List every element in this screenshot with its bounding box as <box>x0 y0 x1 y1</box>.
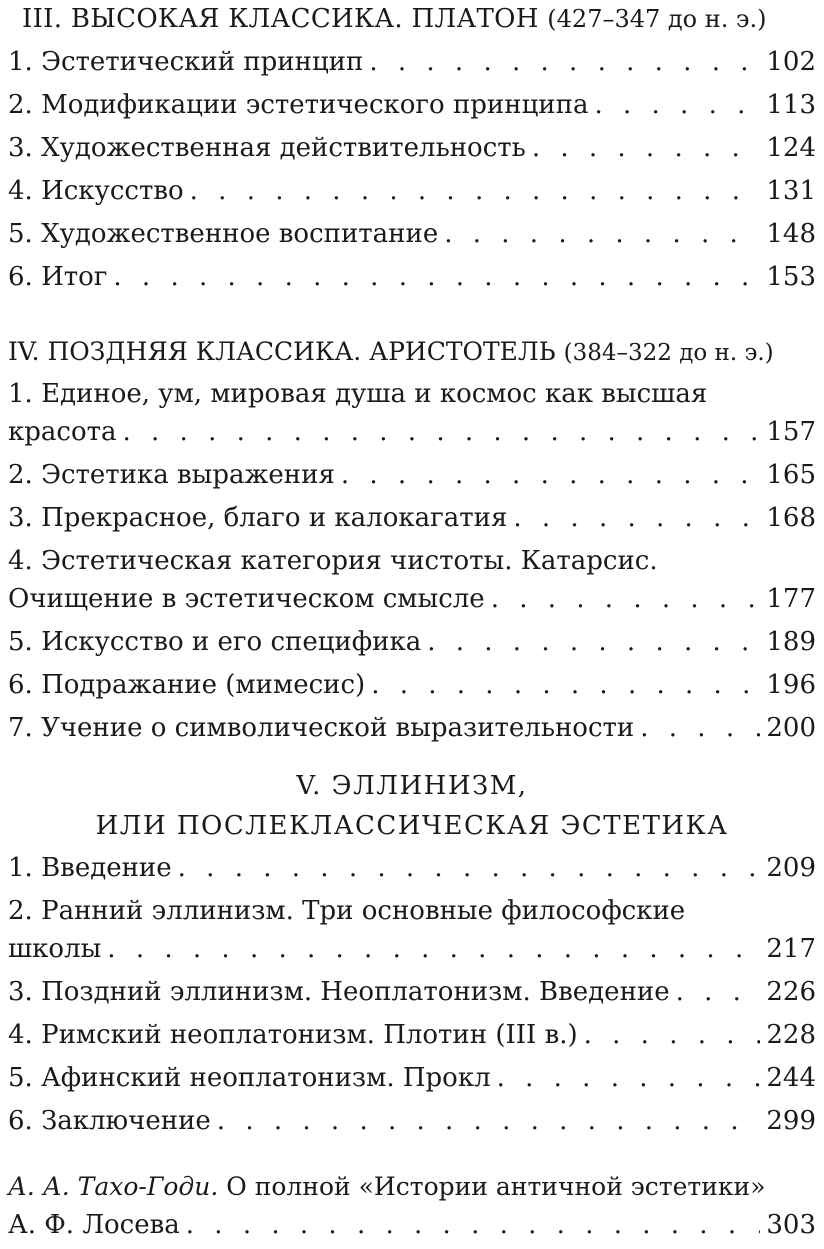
dot-leader <box>594 86 760 124</box>
entry-title: 1. Введение <box>8 853 172 883</box>
page-number: 102 <box>766 47 816 77</box>
section-heading <box>8 0 816 38</box>
section-title: IV. ПОЗДНЯЯ КЛАССИКА. АРИСТОТЕЛЬ <box>8 337 556 366</box>
page-number: 165 <box>766 460 816 490</box>
page-number: 226 <box>766 977 816 1007</box>
page-number: 228 <box>766 1020 816 1050</box>
entry-title: 3. Поздний эллинизм. Неоплатонизм. Введение <box>8 977 670 1007</box>
dot-leader <box>107 930 760 968</box>
entry-title: 5. Искусство и его специфика <box>8 627 422 657</box>
entry-title: 2. Эстетика выражения <box>8 460 335 490</box>
entry-title: А. Ф. Лосева <box>8 1210 180 1240</box>
page-number: 196 <box>766 670 816 700</box>
dot-leader <box>640 709 760 747</box>
page-number: 131 <box>766 176 816 206</box>
page-number: 177 <box>766 584 816 614</box>
section-heading-line-2: ИЛИ ПОСЛЕКЛАССИЧЕСКАЯ ЭСТЕТИКА <box>95 811 729 841</box>
page-number: 148 <box>766 219 816 249</box>
page-number: 189 <box>766 627 816 657</box>
dot-leader <box>371 666 760 704</box>
entry-title: 4. Римский неоплатонизм. Плотин (III в.) <box>8 1020 578 1050</box>
section-3 <box>8 0 816 301</box>
entry-title-first-line <box>8 1168 816 1206</box>
section-title: III. ВЫСОКАЯ КЛАССИКА. ПЛАТОН <box>22 4 539 34</box>
section-4 <box>8 333 816 752</box>
section-heading <box>8 333 816 372</box>
toc-entry[interactable] <box>8 456 816 494</box>
entry-title: 6. Подражание (мимесис) <box>8 670 366 700</box>
dot-leader <box>513 499 760 537</box>
entry-title: красота <box>8 417 117 447</box>
page-number: 244 <box>766 1063 816 1093</box>
entry-title: Очищение в эстетическом смысле <box>8 584 485 614</box>
entry-title: 5. Афинский неоплатонизм. Прокл <box>8 1063 491 1093</box>
page-number: 113 <box>766 90 816 120</box>
entry-title: 5. Художественное воспитание <box>8 219 439 249</box>
dot-leader <box>444 215 760 253</box>
entry-title: 3. Прекрасное, благо и калокагатия <box>8 503 508 533</box>
entry-title: 4. Искусство <box>8 176 184 206</box>
author-name: А. А. Тахо-Годи. <box>8 1172 219 1201</box>
dot-leader <box>491 580 761 618</box>
entry-title: 6. Итог <box>8 262 108 292</box>
afterword <box>8 1168 816 1249</box>
dot-leader <box>123 413 761 451</box>
dot-leader <box>186 1206 761 1244</box>
toc-entry[interactable] <box>8 375 816 451</box>
afterword-title: О полной «Истории античной эстетики» <box>218 1172 766 1201</box>
toc-entry[interactable] <box>8 172 816 210</box>
entry-title-first-line: 4. Эстетическая категория чистоты. Катарсис. <box>8 546 658 576</box>
toc-entry[interactable] <box>8 86 816 124</box>
entry-title-first-line: 1. Единое, ум, мировая душа и космос как высшая <box>8 379 708 409</box>
toc-entry[interactable] <box>8 1016 816 1054</box>
dot-leader <box>427 623 760 661</box>
entry-title-first-line: 2. Ранний эллинизм. Три основные философские <box>8 896 686 926</box>
page-number: 153 <box>766 262 816 292</box>
toc-entry[interactable] <box>8 709 816 747</box>
page-number: 168 <box>766 503 816 533</box>
dot-leader <box>217 1102 761 1140</box>
page-number: 157 <box>766 417 816 447</box>
dot-leader <box>369 43 760 81</box>
entry-title: 6. Заключение <box>8 1106 211 1136</box>
toc-entry[interactable] <box>8 215 816 253</box>
toc-entry[interactable] <box>8 1102 816 1140</box>
section-dates: (427–347 до н. э.) <box>547 5 767 33</box>
dot-leader <box>190 172 761 210</box>
entry-title: 7. Учение о символической выразительности <box>8 713 635 743</box>
toc-entry[interactable] <box>8 542 816 618</box>
toc-entry[interactable] <box>8 499 816 537</box>
dot-leader <box>497 1059 761 1097</box>
toc-entry[interactable] <box>8 849 816 887</box>
toc-entry[interactable] <box>8 43 816 81</box>
dot-leader <box>584 1016 761 1054</box>
dot-leader <box>676 973 761 1011</box>
toc-entry[interactable] <box>8 666 816 704</box>
toc-entry[interactable] <box>8 258 816 296</box>
entry-title: школы <box>8 934 102 964</box>
page-number: 299 <box>766 1106 816 1136</box>
section-heading-line-1: V. ЭЛЛИНИЗМ, <box>296 771 528 801</box>
entry-title: 3. Художественная действительность <box>8 133 526 163</box>
toc-entry[interactable] <box>8 623 816 661</box>
toc-entry[interactable] <box>8 1168 816 1244</box>
toc-entry[interactable] <box>8 892 816 968</box>
page-number: 303 <box>766 1210 816 1240</box>
toc-entry[interactable] <box>8 973 816 1011</box>
dot-leader <box>341 456 760 494</box>
dot-leader <box>178 849 761 887</box>
page-number: 217 <box>766 934 816 964</box>
section-5 <box>8 766 816 1145</box>
page-number: 124 <box>766 133 816 163</box>
toc-entry[interactable] <box>8 129 816 167</box>
entry-title: 1. Эстетический принцип <box>8 47 364 77</box>
toc-entry[interactable] <box>8 1059 816 1097</box>
page-number: 200 <box>766 713 816 743</box>
dot-leader <box>532 129 761 167</box>
section-dates: (384–322 до н. э.) <box>563 340 774 366</box>
page-number: 209 <box>766 853 816 883</box>
dot-leader <box>113 258 760 296</box>
entry-title: 2. Модификации эстетического принципа <box>8 90 589 120</box>
